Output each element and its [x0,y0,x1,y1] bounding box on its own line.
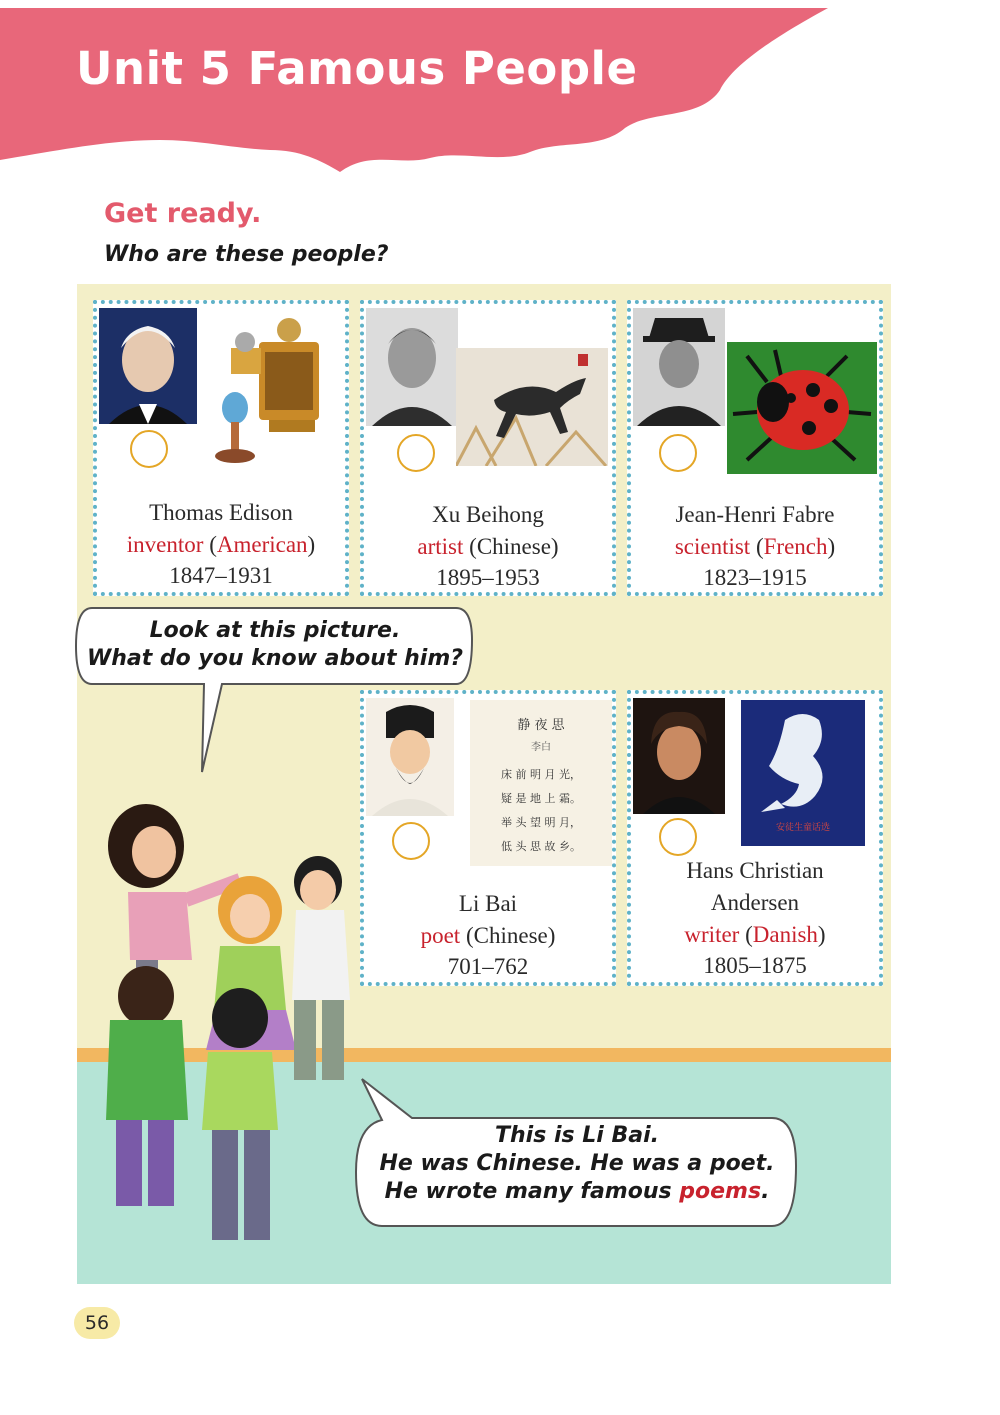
card-xu-beihong [360,300,616,596]
bubble-bottom-line3 [360,1178,794,1206]
poem-title: 静 夜 思 [517,718,565,733]
page-number: 56 [74,1307,120,1339]
job-word: inventor [126,532,204,557]
section-heading: Get ready. [104,198,262,229]
answer-circle[interactable] [659,818,697,856]
children-illustration [100,800,360,1260]
section-question: Who are these people? [104,242,389,267]
person-name: Xu Beihong [432,502,544,527]
bubble-top-line1: Look at this picture. [149,618,401,643]
bubble-bottom-line1: This is Li Bai. [495,1123,659,1148]
nationality-word: Danish [752,922,818,947]
edison-portrait [99,308,197,424]
card-thomas-edison [93,300,349,596]
person-years: 701–762 [447,954,529,979]
answer-circle[interactable] [392,822,430,860]
andersen-portrait [633,698,725,814]
person-name: Thomas Edison [149,500,293,525]
answer-circle[interactable] [659,434,697,472]
poem-line: 举 头 望 明 月， [501,816,581,829]
person-name: Jean-Henri Fabre [675,502,835,527]
unit-title: Unit 5 Famous People [76,42,638,95]
job-word: writer [684,922,740,947]
person-name-line2: Andersen [710,890,800,915]
job-word: artist [417,534,464,559]
poem-line: 低 头 思 故 乡。 [501,840,581,853]
person-job-line: inventor (American) [126,532,316,557]
header-banner [0,0,1000,200]
bubble-text-part: He wrote many famous [384,1179,680,1204]
poem-line: 疑 是 地 上 霜。 [501,792,581,805]
card-jean-henri-fabre [627,300,883,596]
book-title: 安徒生童话选 [775,823,830,833]
poem-page-image [470,700,612,866]
nationality-word: American [216,532,308,557]
mermaid-illustration [741,700,865,818]
card-hans-christian-andersen [627,690,883,986]
projector-and-bulb-image [201,312,341,472]
fairy-tale-book-image [741,700,865,846]
answer-circle[interactable] [130,430,168,468]
person-years: 1805–1875 [703,953,807,978]
poem-line: 床 前 明 月 光， [501,768,581,781]
person-name: Li Bai [458,891,518,916]
nationality-word: French [763,534,828,559]
nationality-word: Chinese [473,923,548,948]
bubble-text-part: . [761,1179,770,1204]
poem-author: 李白 [531,742,551,753]
person-years: 1895–1953 [436,565,540,590]
person-job-line: writer (Danish) [684,922,826,947]
person-name-line1: Hans Christian [686,858,824,883]
nationality-word: Chinese [476,534,551,559]
ladybird-image [727,342,877,474]
job-word: scientist [674,534,751,559]
person-job-line: scientist (French) [674,534,836,559]
highlighted-word-poems: poems [679,1179,762,1204]
person-years: 1823–1915 [703,565,807,590]
horse-painting-image [456,348,608,466]
person-job-line: poet (Chinese) [420,923,556,948]
fabre-portrait [633,308,725,426]
bubble-top-line2: What do you know about him? [86,646,464,671]
xu-beihong-portrait [366,308,458,426]
answer-circle[interactable] [397,434,435,472]
job-word: poet [420,923,461,948]
person-years: 1847–1931 [169,563,273,588]
bubble-bottom-line2: He was Chinese. He was a poet. [379,1151,775,1176]
person-job-line: artist (Chinese) [417,534,559,559]
